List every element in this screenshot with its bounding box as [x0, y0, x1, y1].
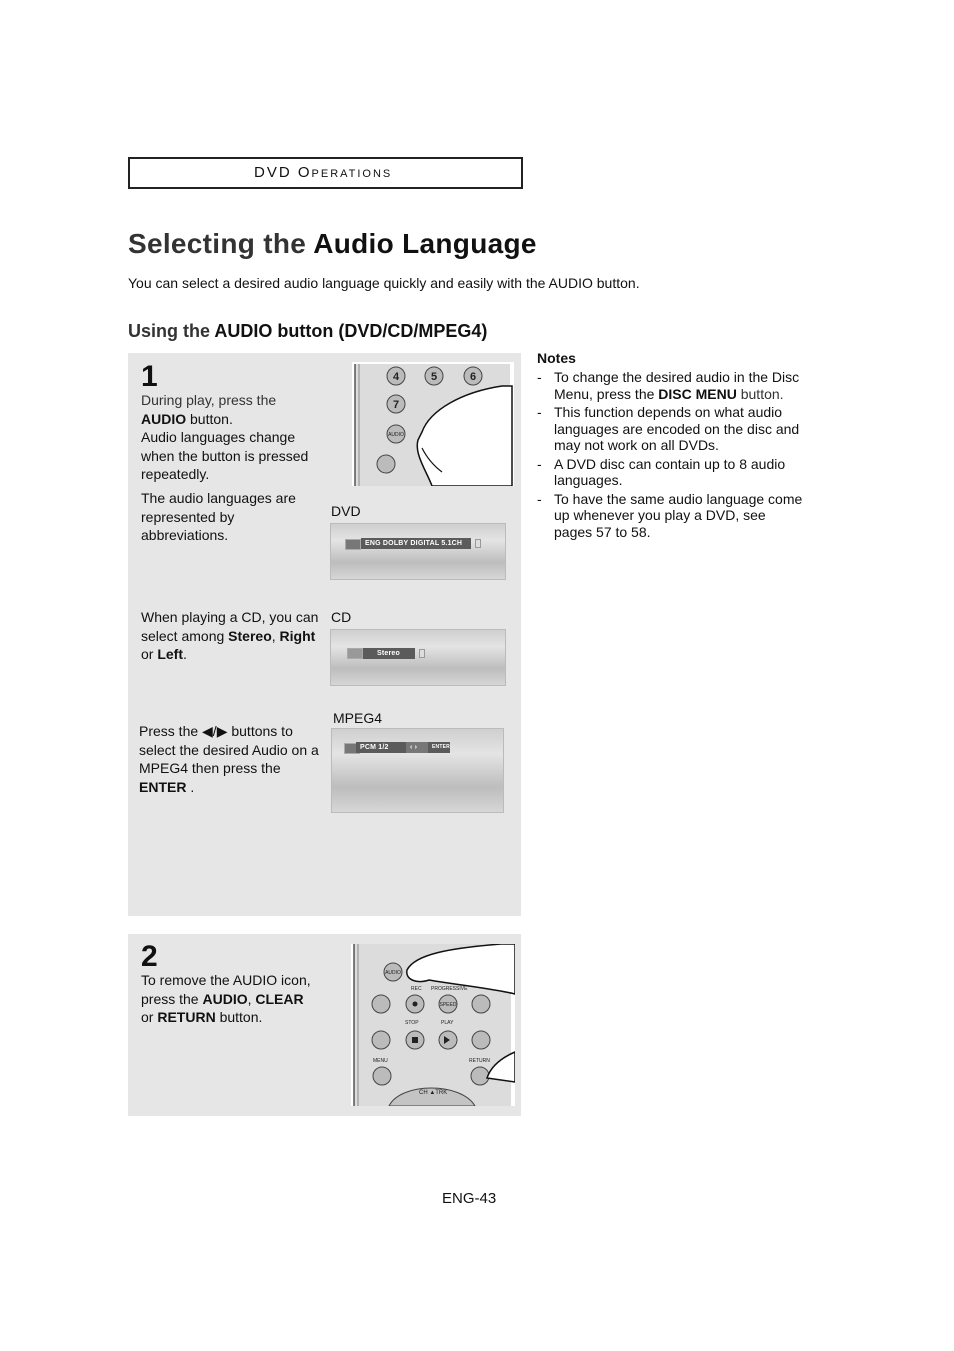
osd-mpeg4-arrows: ‹ ›	[406, 742, 428, 753]
step1-audio-key: AUDIO	[141, 410, 187, 427]
step2-button: button.	[219, 1009, 263, 1025]
step1-number: 1	[141, 360, 158, 393]
note-item: - A DVD disc can contain up to 8 audio languages.	[537, 456, 807, 489]
title-part1: Selecting the	[128, 228, 307, 259]
speaker-icon	[347, 648, 363, 659]
osd-cd-text: Stereo	[363, 648, 415, 659]
section-prefix: DVD O	[254, 164, 312, 181]
osd-mpeg4-enter: ENTER	[428, 742, 450, 753]
audio-key	[387, 425, 405, 443]
left-right-arrows-icon: ◀/▶	[202, 723, 228, 739]
skip-back-key-2	[372, 995, 390, 1013]
step2-number: 2	[141, 940, 158, 973]
step1-instruction	[141, 391, 321, 484]
page-title	[128, 228, 537, 260]
note-item	[537, 369, 807, 402]
mp-period: .	[190, 778, 195, 795]
mp-enter: ENTER	[139, 778, 187, 795]
rewind-key	[372, 1031, 390, 1049]
section-rest: PERATIONS	[311, 168, 393, 180]
stop-label: STOP	[405, 1020, 419, 1026]
intro-text: You can select a desired audio language quickly and easily with the AUDIO button.	[128, 275, 640, 291]
section-header	[128, 157, 523, 189]
key-label-7: 7	[392, 399, 400, 411]
label-dvd: DVD	[331, 503, 361, 519]
audio-key-2-label: AUDIO	[385, 970, 401, 976]
note1-text-a: To change the desired audio in the Disc Menu, press the	[554, 369, 800, 402]
step1-mpeg4-text	[139, 722, 319, 796]
skip-back-key	[377, 455, 395, 473]
label-cd: CD	[331, 609, 352, 625]
remote-illustration-1	[352, 362, 514, 486]
osd-cd-tag	[419, 649, 425, 658]
skip-forward-key-2	[472, 995, 490, 1013]
osd-mpeg4-text: PCM 1/2	[356, 742, 406, 753]
osd-mpeg4	[331, 728, 504, 813]
osd-dvd-text: ENG DOLBY DIGITAL 5.1CH	[361, 538, 471, 549]
subtitle-part2: AUDIO button (DVD/CD/MPEG4)	[214, 321, 488, 341]
page-number: ENG-43	[442, 1190, 497, 1207]
step2-or: or	[141, 1009, 154, 1025]
number-key-5	[425, 367, 443, 385]
title-part2: Audio Language	[313, 228, 537, 259]
cd-comma: ,	[271, 627, 276, 644]
subtitle-part1: Using the	[128, 321, 211, 341]
osd-dvd-tag	[475, 539, 481, 548]
subtitle	[128, 321, 487, 342]
note1-text-c: button.	[740, 385, 784, 402]
mp-text-c: buttons to select the desired Audio on a MPEG4 then press the	[139, 723, 319, 776]
return-key	[471, 1067, 489, 1085]
step1-text-d: Audio languages change when the button is pressed repeatedly.	[141, 429, 309, 482]
remote-illustration-2	[351, 944, 515, 1106]
cd-period: .	[183, 646, 187, 662]
speed-label: SPEED	[439, 1002, 457, 1008]
osd-dvd	[330, 523, 506, 580]
key-label-5: 5	[430, 371, 438, 383]
progressive-label-2: PROGRESSIVE	[431, 986, 468, 992]
step1-abbrev-text: The audio languages are represented by abbreviations.	[141, 490, 296, 543]
note-item: - This function depends on what audio languages are encoded on the disc and may not work on all DVDs.	[537, 404, 807, 454]
step1-text-a: During play, press the	[141, 392, 277, 408]
step2-return: RETURN	[157, 1009, 216, 1025]
cd-left: Left	[157, 646, 184, 662]
key-label-4: 4	[392, 371, 400, 383]
cd-or: or	[141, 646, 154, 662]
key-label-6: 6	[469, 371, 477, 383]
step1-text-c: button.	[190, 410, 233, 427]
notes-title: Notes	[537, 350, 576, 366]
cd-text-a: When playing a CD, you can select among	[141, 609, 319, 644]
number-key-6	[464, 367, 482, 385]
rec-label-2: REC	[411, 986, 422, 992]
step2-audio: AUDIO	[202, 990, 248, 1007]
mp-text-a: Press the	[139, 723, 199, 739]
note1-disc-menu: DISC MENU	[658, 385, 737, 402]
step1-cd-text	[141, 608, 326, 664]
step2-instruction	[141, 971, 321, 1027]
label-mpeg4: MPEG4	[333, 710, 383, 726]
menu-key	[373, 1067, 391, 1085]
number-key-4	[387, 367, 405, 385]
step2-clear: CLEAR	[255, 990, 304, 1007]
return-label: RETURN	[469, 1058, 490, 1064]
notes-list	[537, 369, 807, 542]
audio-key-label: AUDIO	[388, 432, 404, 438]
cd-right: Right	[279, 627, 316, 644]
step2-comma: ,	[247, 990, 252, 1007]
osd-cd	[330, 629, 506, 686]
fast-forward-key	[472, 1031, 490, 1049]
step2-text-a: To remove the AUDIO icon, press the	[141, 972, 311, 1007]
cd-stereo: Stereo	[228, 627, 272, 644]
trk-label: CH ▲TRK	[419, 1090, 448, 1096]
disc-icon	[345, 539, 361, 550]
number-key-7	[387, 395, 405, 413]
note-item: - To have the same audio language come up whenever you play a DVD, see pages 57 to 58.	[537, 491, 807, 541]
play-label: PLAY	[441, 1020, 454, 1026]
menu-label: MENU	[373, 1058, 388, 1064]
